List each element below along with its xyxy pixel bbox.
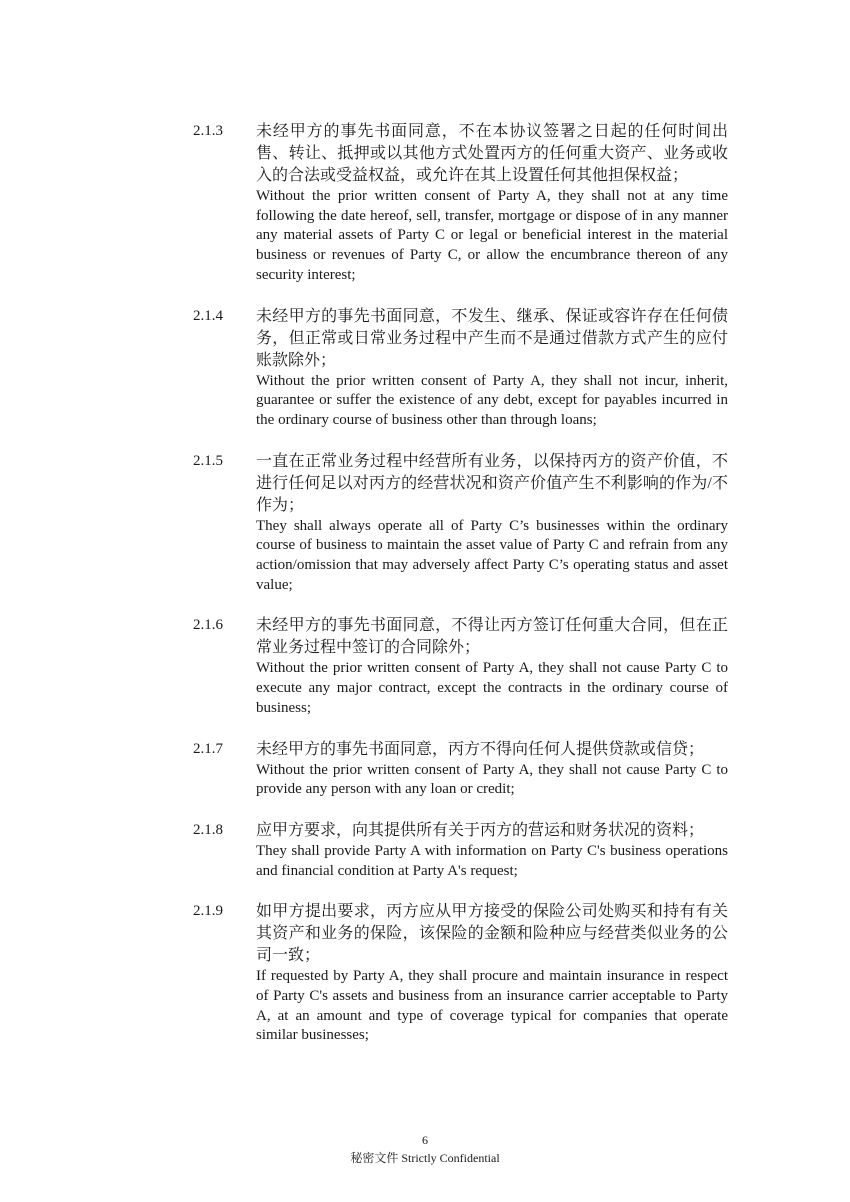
clause-2-1-3 xyxy=(193,121,728,286)
clause-number: 2.1.6 xyxy=(193,617,223,634)
clause-number: 2.1.3 xyxy=(193,123,223,139)
clause-text-english: They shall always operate all of Party C’s businesses within the ordinary course of business to maintain the asset value of Party C and refrain from any action/omission that may adversely affect Party C’s operating status and asset value; xyxy=(256,517,728,593)
clause-text-english: Without the prior written consent of Party A, they shall not cause Party C to execute any major contract, except the contracts in the ordinary course of business; xyxy=(256,660,728,716)
clause-text-english: If requested by Party A, they shall procure and maintain insurance in respect of Party C's assets and business from an insurance carrier acceptable to Party A, at an amount and type of coverage typical for companies that operate similar businesses; xyxy=(256,968,728,1044)
page-number: 6 xyxy=(422,1133,428,1147)
clause-body xyxy=(256,121,728,286)
clause-number: 2.1.5 xyxy=(193,452,223,469)
clause-text-english: Without the prior written consent of Party A, they shall not cause Party C to provide any person with any loan or credit; xyxy=(256,761,728,798)
clause-2-1-8 xyxy=(193,820,728,881)
clause-body xyxy=(256,901,728,1046)
clause-text-english: Without the prior written consent of Party A, they shall not incur, inherit, guarantee or suffer the existence of any debt, except for payables incurred in the ordinary course of business other than through loans; xyxy=(256,372,728,428)
clause-text-chinese: 未经甲方的事先书面同意，不发生、继承、保证或容许存在任何债务，但正常或日常业务过程中产生而不是通过借款方式产生的应付账款除外； xyxy=(256,307,728,369)
clause-2-1-6 xyxy=(193,615,728,718)
clause-text-english: They shall provide Party A with information on Party C's business operations and financial condition at Party A's request; xyxy=(256,842,728,879)
clause-body xyxy=(256,451,728,596)
clause-text-english: Without the prior written consent of Party A, they shall not at any time following the date hereof, sell, transfer, mortgage or dispose of in any manner any material assets of Party C or legal or beneficial interest in the material business or revenues of Party C, or allow the encumbrance thereon of any security interest; xyxy=(256,188,728,283)
clause-body xyxy=(256,306,728,431)
clause-2-1-7 xyxy=(193,739,728,800)
clause-2-1-9 xyxy=(193,901,728,1046)
clause-text-chinese: 应甲方要求，向其提供所有关于丙方的营运和财务状况的资料； xyxy=(256,821,705,839)
clause-text-chinese: 未经甲方的事先书面同意，不得让丙方签订任何重大合同，但在正常业务过程中签订的合同除外； xyxy=(256,617,728,657)
clause-number: 2.1.4 xyxy=(193,307,223,324)
clause-text-chinese: 未经甲方的事先书面同意，丙方不得向任何人提供贷款或信贷； xyxy=(256,740,705,758)
confidentiality-footer: 秘密文件 Strictly Confidential xyxy=(350,1151,500,1165)
clause-2-1-4 xyxy=(193,306,728,431)
clause-body xyxy=(256,615,728,718)
clause-body xyxy=(256,820,728,881)
clause-text-chinese: 如甲方提出要求，丙方应从甲方接受的保险公司处购买和持有有关其资产和业务的保险，该保险的金额和险种应与经营类似业务的公司一致； xyxy=(256,903,728,965)
clause-number: 2.1.7 xyxy=(193,740,223,757)
clause-number: 2.1.9 xyxy=(193,903,223,920)
clause-list xyxy=(193,121,728,1066)
clause-text-chinese: 一直在正常业务过程中经营所有业务，以保持丙方的资产价值，不进行任何足以对丙方的经营状况和资产价值产生不利影响的作为/不作为； xyxy=(256,452,728,514)
clause-2-1-5 xyxy=(193,451,728,596)
clause-number: 2.1.8 xyxy=(193,821,223,838)
clause-text-chinese: 未经甲方的事先书面同意，不在本协议签署之日起的任何时间出售、转让、抵押或以其他方式处置丙方的任何重大资产、业务或收入的合法或受益权益，或允许在其上设置任何其他担保权益； xyxy=(256,123,728,184)
clause-body xyxy=(256,739,728,800)
